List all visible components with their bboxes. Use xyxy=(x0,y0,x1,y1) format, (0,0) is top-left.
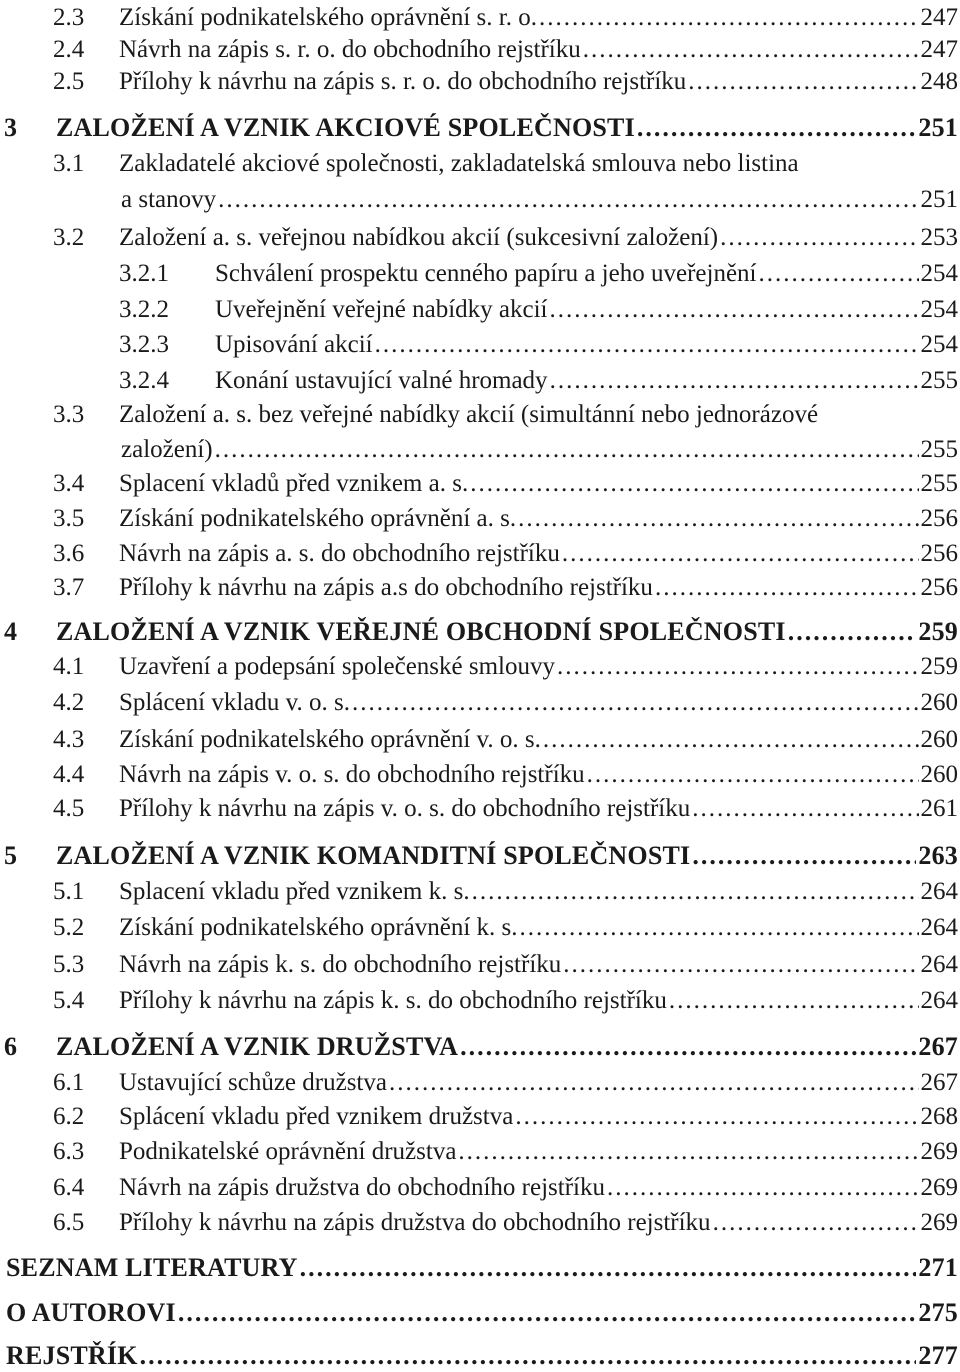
leader-dots xyxy=(178,1297,917,1329)
toc-entry-3-5 xyxy=(0,501,958,535)
leader-dots xyxy=(550,294,919,326)
toc-entry-3-3-continued xyxy=(0,432,958,466)
toc-index xyxy=(0,1338,958,1372)
entry-number: 3.2 xyxy=(53,224,85,251)
entry-number: 3.5 xyxy=(53,505,85,532)
entry-number: 6.2 xyxy=(53,1103,85,1130)
entry-number: 2.4 xyxy=(53,36,85,63)
entry-title: Zakladatelé akciové společnosti, zakladatelská smlouva nebo listina xyxy=(119,150,799,177)
entry-title: založení) xyxy=(121,436,213,463)
toc-entry-6-4 xyxy=(0,1170,958,1204)
toc-entry-6-1 xyxy=(0,1065,958,1099)
leader-dots xyxy=(587,759,919,791)
toc-chapter-6 xyxy=(0,1029,958,1063)
leader-dots xyxy=(583,34,919,66)
toc-bibliography xyxy=(0,1250,958,1284)
entry-page: 255 xyxy=(920,367,958,394)
entry-page: 247 xyxy=(920,36,958,63)
chapter-number: 5 xyxy=(4,841,18,870)
toc-entry-4-3 xyxy=(0,722,958,756)
entry-title: Podnikatelské oprávnění družstva xyxy=(119,1138,457,1165)
chapter-page: 267 xyxy=(918,1032,958,1061)
leader-dots xyxy=(669,985,919,1017)
leader-dots xyxy=(460,1031,916,1063)
chapter-page: 263 xyxy=(918,841,958,870)
chapter-title: ZALOŽENÍ A VZNIK DRUŽSTVA xyxy=(56,1032,459,1061)
toc-entry-3-2-1 xyxy=(0,256,958,290)
leader-dots xyxy=(550,365,919,397)
entry-page: 256 xyxy=(920,540,958,567)
entry-number: 6.3 xyxy=(53,1138,85,1165)
entry-title: Přílohy k návrhu na zápis k. s. do obchodního rejstříku xyxy=(119,987,667,1014)
leader-dots xyxy=(389,1067,919,1099)
entry-number: 3.2.1 xyxy=(119,260,169,287)
entry-title: Získání podnikatelského oprávnění a. s. xyxy=(119,505,517,532)
leader-dots xyxy=(637,112,917,144)
toc-entry-3-7 xyxy=(0,570,958,604)
entry-page: 248 xyxy=(920,68,958,95)
leader-dots xyxy=(218,184,918,216)
entry-number: 3.2.4 xyxy=(119,367,169,394)
leader-dots xyxy=(215,434,919,466)
leader-dots xyxy=(470,468,918,500)
entry-page: 264 xyxy=(920,914,958,941)
entry-page: 254 xyxy=(920,296,958,323)
entry-number: 6.1 xyxy=(53,1069,85,1096)
leader-dots xyxy=(515,1101,918,1133)
chapter-title: REJSTŘÍK xyxy=(6,1341,138,1370)
entry-title: Upisování akcií xyxy=(215,331,373,358)
entry-title: Uveřejnění veřejné nabídky akcií xyxy=(215,296,548,323)
entry-page: 269 xyxy=(920,1174,958,1201)
leader-dots xyxy=(140,1340,917,1372)
leader-dots xyxy=(688,66,918,98)
toc-entry-4-4 xyxy=(0,757,958,791)
entry-title: Splacení vkladů před vznikem a. s. xyxy=(119,470,469,497)
toc-entry-4-5 xyxy=(0,791,958,825)
entry-page: 256 xyxy=(920,574,958,601)
chapter-number: 6 xyxy=(4,1032,18,1061)
toc-entry-2-5 xyxy=(0,64,958,98)
entry-title: Získání podnikatelského oprávnění s. r. o. xyxy=(119,4,537,31)
entry-title: Splácení vkladu v. o. s. xyxy=(119,689,350,716)
entry-number: 5.2 xyxy=(53,914,85,941)
entry-page: 255 xyxy=(920,436,958,463)
entry-number: 6.5 xyxy=(53,1209,85,1236)
entry-title: Přílohy k návrhu na zápis v. o. s. do obchodního rejstříku xyxy=(119,795,691,822)
leader-dots xyxy=(607,1172,919,1204)
entry-title: Přílohy k návrhu na zápis s. r. o. do obchodního rejstříku xyxy=(119,68,687,95)
toc-entry-5-3 xyxy=(0,947,958,981)
leader-dots xyxy=(720,222,918,254)
leader-dots xyxy=(539,2,919,34)
entry-page: 260 xyxy=(920,689,958,716)
entry-title: a stanovy xyxy=(121,186,217,213)
entry-number: 2.5 xyxy=(53,68,85,95)
entry-number: 5.1 xyxy=(53,878,85,905)
entry-number: 3.3 xyxy=(53,401,85,428)
entry-page: 269 xyxy=(920,1138,958,1165)
entry-title: Získání podnikatelského oprávnění k. s. xyxy=(119,914,518,941)
toc-entry-4-1 xyxy=(0,649,958,683)
entry-page: 267 xyxy=(920,1069,958,1096)
leader-dots xyxy=(788,616,917,648)
toc-entry-6-5 xyxy=(0,1205,958,1239)
chapter-page: 259 xyxy=(918,617,958,646)
chapter-number: 3 xyxy=(4,113,18,142)
entry-number: 5.3 xyxy=(53,951,85,978)
toc-entry-4-2 xyxy=(0,685,958,719)
toc-chapter-4 xyxy=(0,614,958,648)
toc-entry-3-2-2 xyxy=(0,292,958,326)
chapter-title: ZALOŽENÍ A VZNIK AKCIOVÉ SPOLEČNOSTI xyxy=(56,113,635,142)
entry-number: 3.2.3 xyxy=(119,331,169,358)
toc-entry-5-4 xyxy=(0,983,958,1017)
entry-title: Založení a. s. bez veřejné nabídky akcií (simultánní nebo jednorázové xyxy=(119,401,819,428)
entry-title: Návrh na zápis v. o. s. do obchodního rejstříku xyxy=(119,761,585,788)
leader-dots xyxy=(557,651,919,683)
entry-title: Přílohy k návrhu na zápis družstva do obchodního rejstříku xyxy=(119,1209,711,1236)
chapter-title: O AUTOROVI xyxy=(6,1298,176,1327)
leader-dots xyxy=(563,949,918,981)
entry-number: 4.4 xyxy=(53,761,85,788)
entry-page: 264 xyxy=(920,951,958,978)
entry-number: 3.1 xyxy=(53,150,85,177)
chapter-page: 277 xyxy=(918,1341,958,1370)
entry-title: Návrh na zápis k. s. do obchodního rejstříku xyxy=(119,951,562,978)
entry-page: 254 xyxy=(920,260,958,287)
entry-number: 3.7 xyxy=(53,574,85,601)
entry-title: Splacení vkladu před vznikem k. s. xyxy=(119,878,470,905)
toc-entry-3-4 xyxy=(0,466,958,500)
entry-number: 3.2.2 xyxy=(119,296,169,323)
chapter-title: ZALOŽENÍ A VZNIK KOMANDITNÍ SPOLEČNOSTI xyxy=(56,841,691,870)
entry-page: 268 xyxy=(920,1103,958,1130)
toc-entry-3-2-3 xyxy=(0,327,958,361)
entry-title: Schválení prospektu cenného papíru a jeho uveřejnění xyxy=(215,260,757,287)
entry-page: 259 xyxy=(920,653,958,680)
leader-dots xyxy=(472,876,919,908)
entry-title: Uzavření a podepsání společenské smlouvy xyxy=(119,653,555,680)
leader-dots xyxy=(692,793,918,825)
leader-dots xyxy=(758,258,918,290)
chapter-page: 275 xyxy=(918,1298,958,1327)
chapter-number: 4 xyxy=(4,617,18,646)
entry-title: Návrh na zápis a. s. do obchodního rejstříku xyxy=(119,540,560,567)
entry-number: 4.1 xyxy=(53,653,85,680)
entry-page: 264 xyxy=(920,987,958,1014)
entry-title: Získání podnikatelského oprávnění v. o. s. xyxy=(119,726,541,753)
toc-chapter-5 xyxy=(0,838,958,872)
entry-number: 4.2 xyxy=(53,689,85,716)
entry-page: 260 xyxy=(920,761,958,788)
leader-dots xyxy=(543,724,919,756)
toc-entry-5-2 xyxy=(0,910,958,944)
toc-entry-3-2-4 xyxy=(0,363,958,397)
leader-dots xyxy=(352,687,919,719)
entry-page: 254 xyxy=(920,331,958,358)
leader-dots xyxy=(375,329,919,361)
leader-dots xyxy=(713,1207,919,1239)
chapter-page: 251 xyxy=(918,113,958,142)
entry-title: Návrh na zápis družstva do obchodního rejstříku xyxy=(119,1174,605,1201)
entry-number: 4.5 xyxy=(53,795,85,822)
entry-title: Konání ustavující valné hromady xyxy=(215,367,548,394)
leader-dots xyxy=(655,572,919,604)
entry-title: Splácení vkladu před vznikem družstva xyxy=(119,1103,514,1130)
entry-page: 261 xyxy=(920,795,958,822)
entry-number: 4.3 xyxy=(53,726,85,753)
leader-dots xyxy=(692,840,916,872)
entry-title: Ustavující schůze družstva xyxy=(119,1069,387,1096)
entry-page: 255 xyxy=(920,470,958,497)
chapter-page: 271 xyxy=(918,1253,958,1282)
toc-entry-2-4 xyxy=(0,32,958,66)
toc-entry-2-3 xyxy=(0,0,958,34)
toc-entry-3-1-continued xyxy=(0,182,958,216)
toc-chapter-3 xyxy=(0,110,958,144)
entry-number: 3.4 xyxy=(53,470,85,497)
toc-entry-3-2 xyxy=(0,220,958,254)
entry-page: 253 xyxy=(920,224,958,251)
toc-entry-6-2 xyxy=(0,1099,958,1133)
entry-title: Přílohy k návrhu na zápis a.s do obchodního rejstříku xyxy=(119,574,653,601)
toc-entry-3-3 xyxy=(0,397,958,431)
entry-page: 256 xyxy=(920,505,958,532)
toc-entry-6-3 xyxy=(0,1134,958,1168)
entry-page: 269 xyxy=(920,1209,958,1236)
entry-title: Založení a. s. veřejnou nabídkou akcií (sukcesivní založení) xyxy=(119,224,719,251)
leader-dots xyxy=(458,1136,918,1168)
entry-number: 6.4 xyxy=(53,1174,85,1201)
chapter-title: ZALOŽENÍ A VZNIK VEŘEJNÉ OBCHODNÍ SPOLEČNOSTI xyxy=(56,617,786,646)
leader-dots xyxy=(520,912,919,944)
entry-number: 3.6 xyxy=(53,540,85,567)
toc-entry-5-1 xyxy=(0,874,958,908)
leader-dots xyxy=(300,1252,917,1284)
entry-page: 264 xyxy=(920,878,958,905)
entry-title: Návrh na zápis s. r. o. do obchodního rejstříku xyxy=(119,36,581,63)
entry-page: 247 xyxy=(920,4,958,31)
entry-number: 2.3 xyxy=(53,4,85,31)
toc-entry-3-1 xyxy=(0,146,958,180)
toc-entry-3-6 xyxy=(0,536,958,570)
entry-number: 5.4 xyxy=(53,987,85,1014)
leader-dots xyxy=(562,538,919,570)
toc-about-author xyxy=(0,1295,958,1329)
entry-page: 251 xyxy=(920,186,958,213)
chapter-title: SEZNAM LITERATURY xyxy=(6,1253,298,1282)
leader-dots xyxy=(518,503,918,535)
entry-page: 260 xyxy=(920,726,958,753)
